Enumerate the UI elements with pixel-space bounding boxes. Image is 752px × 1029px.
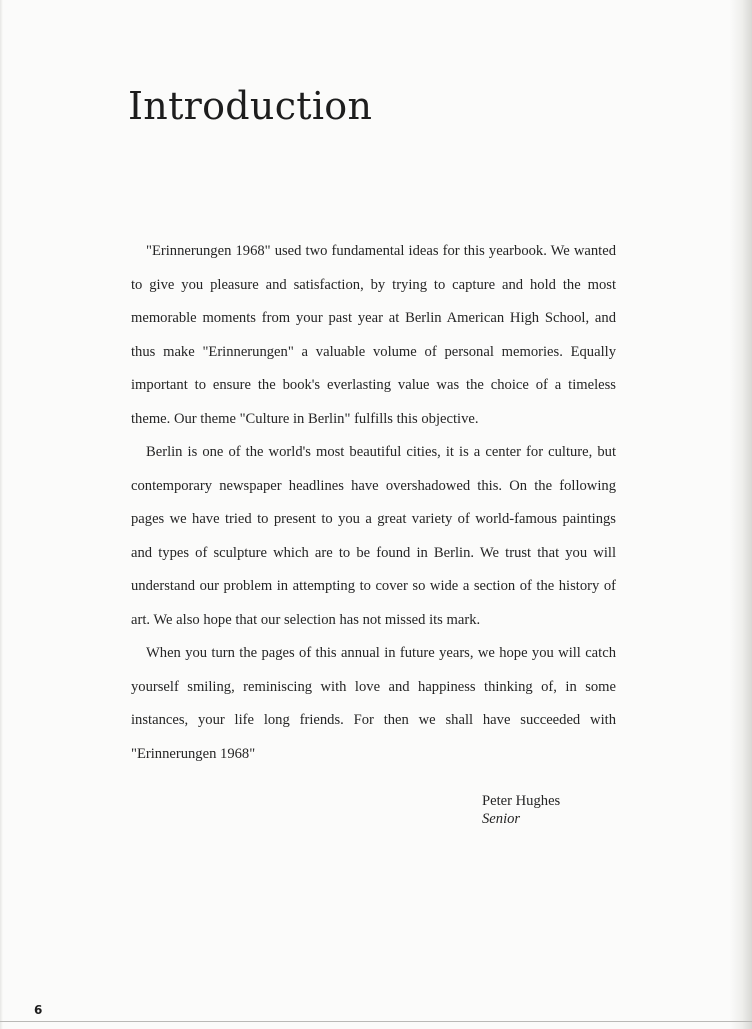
paragraph-3: When you turn the pages of this annual in future years, we hope you will catch yourself smiling, reminiscing with love and happiness thinking of, in some instances, your life long friends. For then we shall have succeeded with "Erinnerungen 1968" [131,645,616,762]
paragraph-1: "Erinnerungen 1968" used two fundamental ideas for this yearbook. We wanted to give you pleasure and satisfaction, by trying to capture and hold the most memorable moments from your past year at Berlin American High School, and thus make "Erinnerungen" a valuable volume of personal memories. Equally important to ensure the book's everlasting value was the choice of a timeless theme. Our theme "Culture in Berlin" fulfills this objective. [131,243,616,427]
page-number: 6 [34,1003,43,1017]
page-left-edge [0,0,3,1029]
page-binding-shadow [730,0,752,1029]
paragraph-2: Berlin is one of the world's most beautiful cities, it is a center for culture, but contemporary newspaper headlines have overshadowed this. On the following pages we have tried to present to you a great variety of world-famous paintings and types of sculpture which are to be found in Berlin. We trust that you will understand our problem in attempting to cover so wide a section of the history of art. We also hope that our selection has not missed its mark. [131,444,616,628]
author-name: Peter Hughes [482,793,561,809]
bottom-rule [0,1021,752,1022]
author-role: Senior [482,811,521,827]
page-title: Introduction [128,84,373,128]
introduction-body [131,235,616,771]
author-signature [482,792,560,828]
